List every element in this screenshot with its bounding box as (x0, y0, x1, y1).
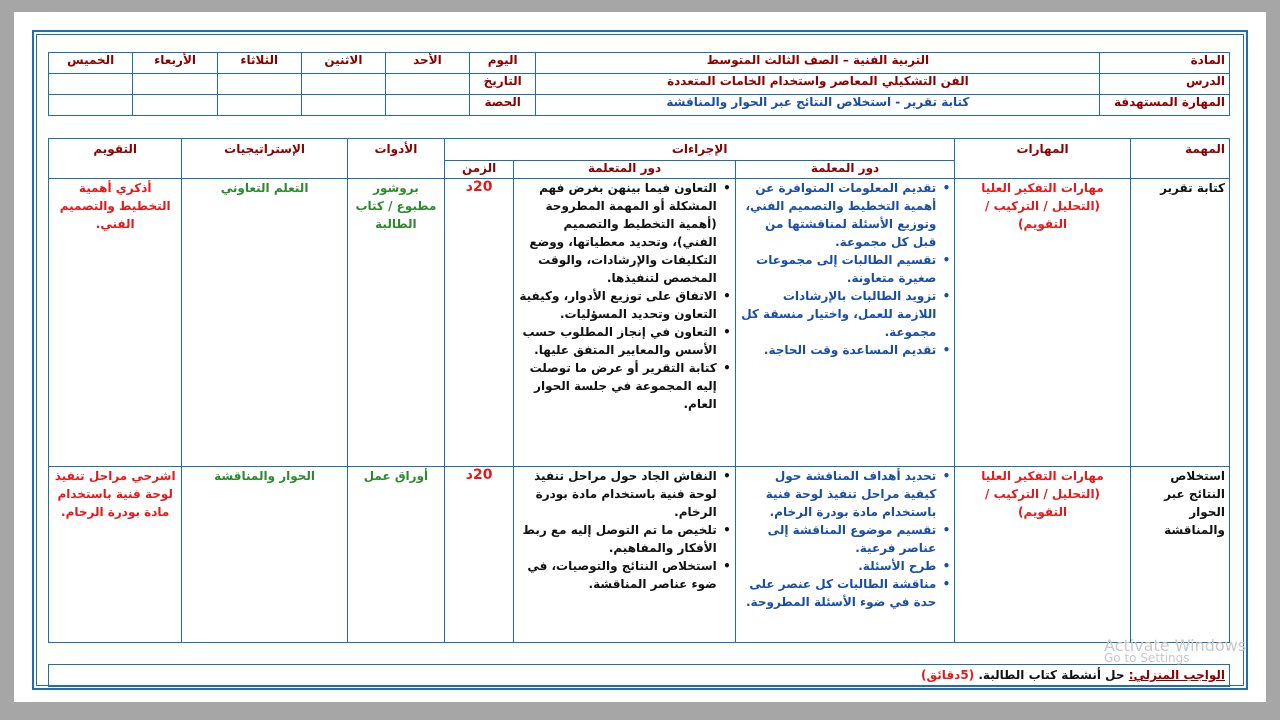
col-procedures: الإجراءات (445, 139, 955, 161)
table-row (49, 467, 1230, 643)
homework-time: (5دقائق) (921, 668, 975, 682)
day-wednesday: الأربعاء (133, 53, 217, 74)
row2-evaluation: اشرحي مراحل تنفيذ لوحة فنية باستخدام مادة بودرة الرخام. (49, 467, 182, 643)
row2-time: 20د (445, 467, 514, 643)
col-tools: الأدوات (347, 139, 444, 179)
homework-label: الواجب المنزلي: (1128, 668, 1225, 682)
list-item: • الاتفاق على توزيع الأدوار، وكيفية التعاون وتحديد المسؤليات. (518, 287, 717, 323)
day-monday: الاثنين (301, 53, 385, 74)
day-sunday: الأحد (385, 53, 469, 74)
homework-text: حل أنشطة كتاب الطالبة. (978, 668, 1125, 682)
list-item: • تقديم المعلومات المتوافرة عن أهمية التخطيط والتصميم الفني، وتوزيع الأسئلة لمناقشتها من قبل كل مجموعة. (740, 179, 937, 251)
list-item: • تحديد أهداف المناقشة حول كيفية مراحل تنفيذ لوحة فنية باستخدام مادة بودرة الرخام. (740, 467, 937, 521)
period-label: الحصة (469, 95, 536, 116)
col-time: الزمن (445, 161, 514, 179)
table-row (49, 179, 1230, 467)
row1-skills: مهارات التفكير العليا (التحليل / التركيب / التقويم) (955, 179, 1130, 467)
subject-value: التربية الفنية – الصف الثالث المتوسط (536, 53, 1100, 74)
list-item: • تقديم المساعدة وقت الحاجة. (740, 341, 937, 359)
subject-label: المادة (1100, 53, 1230, 74)
col-teacher-role: دور المعلمة (735, 161, 955, 179)
list-item: • تلخيص ما تم التوصل إليه مع ربط الأفكار والمفاهيم. (518, 521, 717, 557)
header-table (48, 52, 1230, 116)
col-skills: المهارات (955, 139, 1130, 179)
list-item: • تقسيم موضوع المناقشة إلى عناصر فرعية. (740, 521, 937, 557)
list-item: • التعاون فيما بينهن بغرض فهم المشكلة أو المهمة المطروحة (أهمية التخطيط والتصميم الفني)، وتحديد معطياتها، ووضع التكليفات والإرشادات، والوقت المخصص لتنفيذها. (518, 179, 717, 287)
day-label: اليوم (469, 53, 536, 74)
watermark-line2: Go to Settings (1104, 651, 1190, 665)
list-item: • استخلاص النتائج والتوصيات، في ضوء عناصر المناقشة. (518, 557, 717, 593)
page-frame (14, 12, 1266, 702)
row1-evaluation: أذكري أهمية التخطيط والتصميم الفني. (49, 179, 182, 467)
lesson-plan-frame (32, 30, 1248, 690)
list-item: • النقاش الجاد حول مراحل تنفيذ لوحة فنية باستخدام مادة بودرة الرخام. (518, 467, 717, 521)
row1-strategy: التعلم التعاوني (182, 179, 347, 467)
row1-student-list (518, 179, 731, 413)
row1-tools: بروشور مطبوع / كتاب الطالبة (347, 179, 444, 467)
row2-skills: مهارات التفكير العليا (التحليل / التركيب / التقويم) (955, 467, 1130, 643)
row1-teacher-list (740, 179, 951, 359)
row2-student-list (518, 467, 731, 593)
list-item: • تقسيم الطالبات إلى مجموعات صغيرة متعاونة. (740, 251, 937, 287)
row2-teacher-list (740, 467, 951, 611)
row1-task: كتابة تقرير (1130, 179, 1229, 467)
procedures-table (48, 138, 1230, 643)
row2-tools: أوراق عمل (347, 467, 444, 643)
day-thursday: الخميس (49, 53, 133, 74)
col-strategies: الإستراتيجيات (182, 139, 347, 179)
list-item: • طرح الأسئلة. (740, 557, 937, 575)
windows-activation-watermark (1104, 636, 1246, 665)
list-item: • تزويد الطالبات بالإرشادات اللازمة للعمل، واختيار منسقة كل مجموعة. (740, 287, 937, 341)
row1-time: 20د (445, 179, 514, 467)
col-task: المهمة (1130, 139, 1229, 179)
list-item: • مناقشة الطالبات كل عنصر على حدة في ضوء الأسئلة المطروحة. (740, 575, 937, 611)
day-tuesday: الثلاثاء (217, 53, 301, 74)
col-evaluation: التقويم (49, 139, 182, 179)
row2-task: استخلاص النتائج عبر الحوار والمناقشة (1130, 467, 1229, 643)
skill-label: المهارة المستهدفة (1100, 95, 1230, 116)
col-student-role: دور المتعلمة (514, 161, 736, 179)
skill-value: كتابة تقرير - استخلاص النتائج عبر الحوار والمناقشة (536, 95, 1100, 116)
list-item: • كتابة التقرير أو عرض ما توصلت إليه المجموعة في جلسة الحوار العام. (518, 359, 717, 413)
lesson-label: الدرس (1100, 74, 1230, 95)
watermark-line1: Activate Windows (1104, 636, 1247, 655)
date-label: التاريخ (469, 74, 536, 95)
lesson-value: الفن التشكيلي المعاصر واستخدام الخامات المتعددة (536, 74, 1100, 95)
list-item: • التعاون في إنجاز المطلوب حسب الأسس والمعايير المتفق عليها. (518, 323, 717, 359)
homework-table (48, 664, 1230, 687)
row2-strategy: الحوار والمناقشة (182, 467, 347, 643)
